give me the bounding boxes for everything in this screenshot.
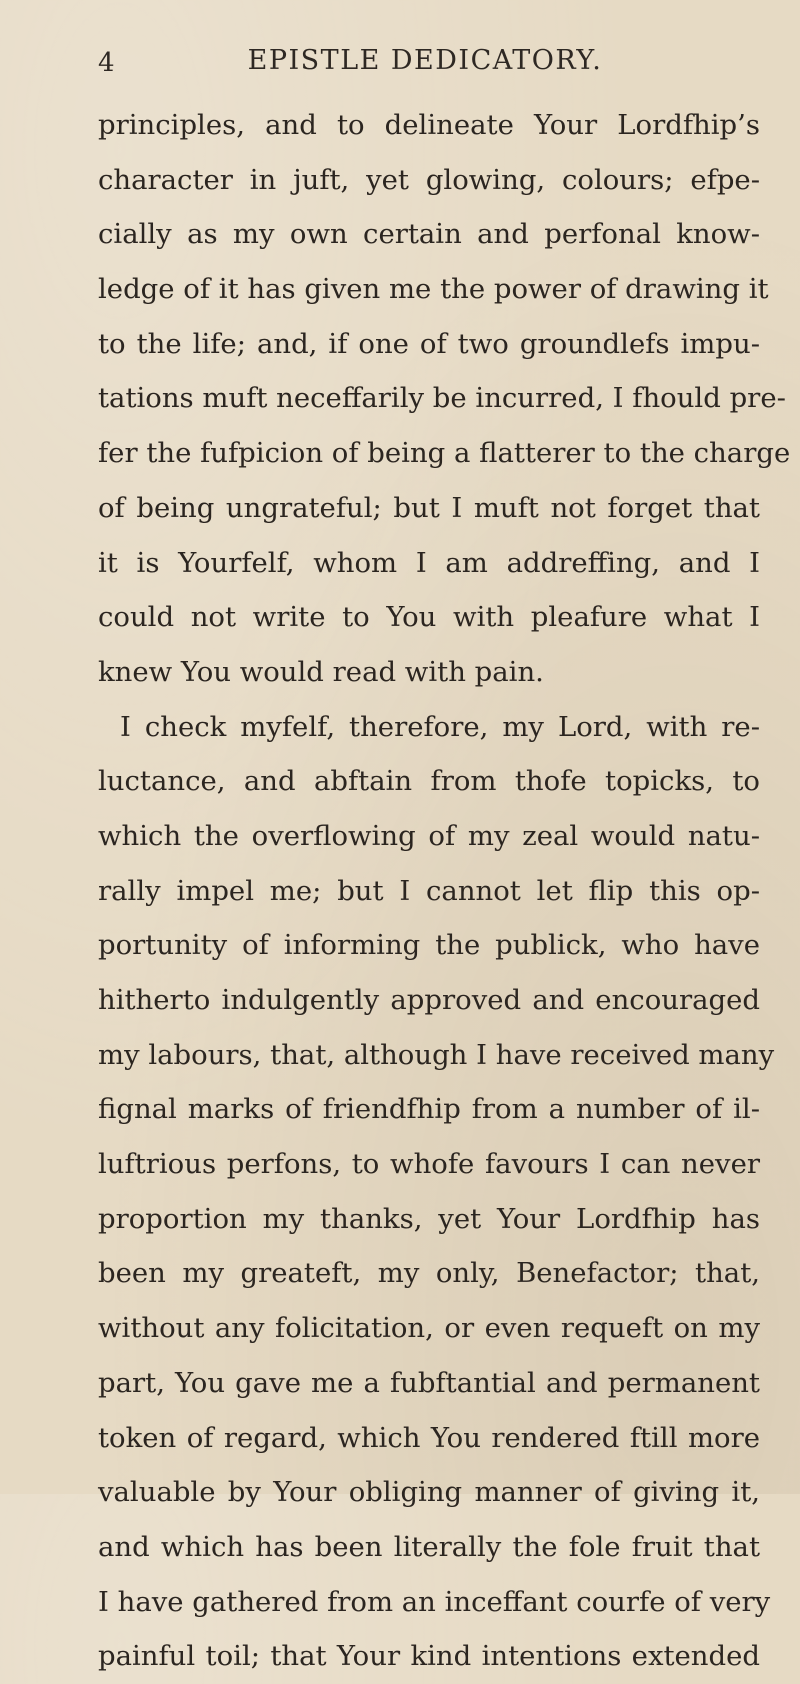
text-line: it is Yourfelf, whom I am addreffing, and I: [98, 546, 760, 579]
text-line: fignal marks of friendfhip from a number of il-: [98, 1093, 760, 1126]
text-line: luctance, and abftain from thofe topicks, to: [98, 765, 760, 798]
text-line: of being ungrateful; but I muft not forget that: [98, 491, 760, 524]
text-line: which the overflowing of my zeal would natu-: [98, 819, 760, 852]
page-number: 4: [98, 48, 115, 78]
text-line: my labours, that, although I have received many: [98, 1038, 775, 1071]
text-line: part, You gave me a fubftantial and permanent: [98, 1366, 760, 1399]
text-line: character in juft, yet glowing, colours; efpe-: [98, 163, 760, 196]
text-line: without any folicitation, or even requeft on my: [98, 1312, 760, 1345]
text-line: valuable by Your obliging manner of giving it,: [98, 1476, 760, 1509]
text-line: to the life; and, if one of two groundlefs impu-: [98, 327, 760, 360]
text-line: tations muft neceffarily be incurred, I fhould pre-: [98, 382, 786, 415]
text-line: painful toil; that Your kind intentions extended: [98, 1640, 760, 1673]
text-line: ledge of it has given me the power of drawing it: [98, 273, 769, 306]
text-line: luftrious perfons, to whofe favours I can never: [98, 1148, 760, 1181]
text-line: fer the fufpicion of being a flatterer to the charge: [98, 437, 791, 470]
running-title: EPISTLE DEDICATORY.: [247, 45, 603, 76]
text-line: rally impel me; but I cannot let flip this op-: [98, 874, 760, 907]
text-line: hitherto indulgently approved and encouraged: [98, 984, 760, 1016]
text-line: token of regard, which You rendered ftill more: [98, 1421, 760, 1454]
paragraph-start-line: I check myfelf, therefore, my Lord, with re-: [120, 710, 760, 743]
text-line: portunity of informing the publick, who have: [98, 929, 760, 962]
paragraph-end-line: knew You would read with pain.: [98, 655, 544, 688]
text-line: I have gathered from an inceffant courfe of very: [98, 1585, 771, 1618]
text-line: principles, and to delineate Your Lordfhip’s: [98, 109, 760, 141]
text-line: proportion my thanks, yet Your Lordfhip has: [98, 1202, 760, 1235]
text-line: been my greateft, my only, Benefactor; that,: [98, 1257, 760, 1290]
text-line: and which has been literally the fole fruit that: [98, 1530, 760, 1563]
body-text: [98, 98, 791, 1684]
text-line: could not write to You with pleafure what I: [98, 601, 760, 634]
text-line: cially as my own certain and perfonal know-: [98, 218, 760, 251]
